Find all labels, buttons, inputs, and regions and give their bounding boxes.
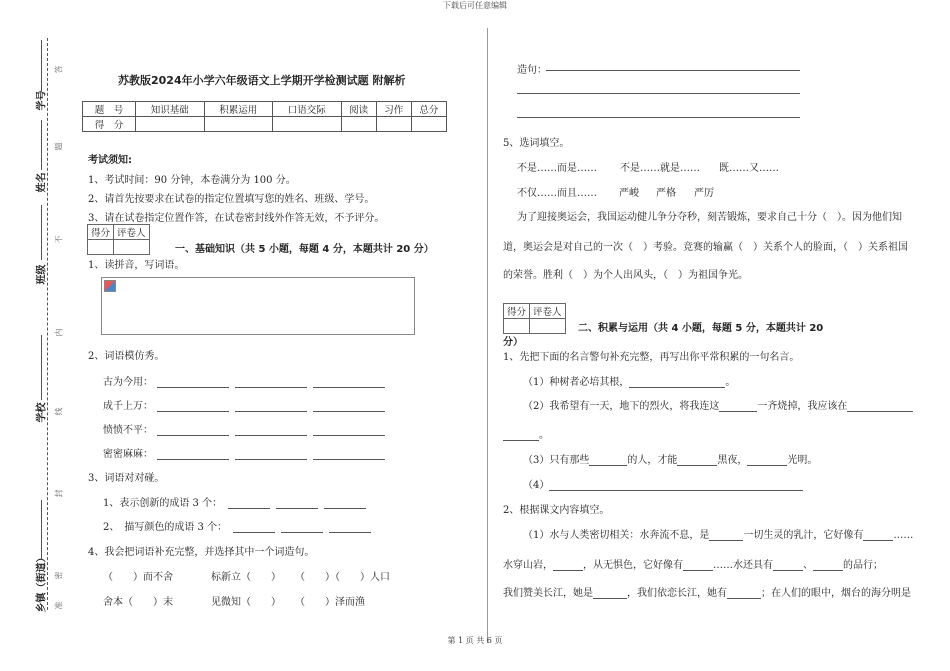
fold-mark: 答 [54, 65, 64, 74]
answer-blank[interactable] [281, 532, 323, 533]
grader-box [503, 303, 566, 334]
idiom-fill[interactable]: 舍本（ ）末 [103, 597, 173, 608]
section2-title: 二、积累与运用（共 4 小题，每题 5 分，本题共计 20 [578, 323, 824, 334]
page-title: 苏教版2024年小学六年级语文上学期开学检测试题 附解析 [118, 74, 406, 87]
answer-blank[interactable] [157, 459, 229, 460]
fill-text: ，我们依恋长江，她有 [627, 588, 727, 599]
quote-prompt: （4） [523, 480, 550, 491]
answer-blank[interactable] [677, 465, 717, 466]
page-number: 第 1 页 共 6 页 [447, 636, 503, 645]
word-option: 既……又…… [719, 163, 779, 174]
column-divider [487, 28, 488, 643]
answer-blank[interactable] [313, 411, 385, 412]
score-header-cell: 口语交际 [273, 102, 342, 117]
answer-blank[interactable] [313, 387, 385, 388]
answer-blank[interactable] [329, 532, 371, 533]
answer-blank[interactable] [235, 435, 307, 436]
mimic-label: 密密麻麻： [103, 449, 153, 460]
fill-text: 的品行； [843, 560, 883, 571]
instruction-item: 1、考试时间：90 分钟，本卷满分为 100 分。 [88, 175, 296, 186]
score-cell[interactable] [376, 117, 411, 132]
score-cell[interactable] [273, 117, 342, 132]
quote-prompt: 一齐烧掉，我应该在 [757, 401, 848, 412]
answer-blank[interactable] [683, 570, 713, 571]
section2-title-cont: 分） [503, 337, 523, 348]
score-header-cell: 知识基础 [136, 102, 205, 117]
paragraph-line: 道，奥运会是对自己的一次（ ）考验。竞赛的输赢（ ）关系个人的脸面，（ ）关系祖国 [503, 242, 908, 253]
fold-mark: 不 [54, 235, 64, 244]
paragraph-line: 为了迎接奥运会，我国运动健儿争分夺秒，刻苦锻炼，要求自己十分（ ）。因为他们知 [517, 212, 902, 223]
grader-cell[interactable] [114, 240, 150, 255]
grader-score-label: 得分 [504, 304, 530, 319]
answer-blank[interactable] [549, 490, 803, 491]
question-1: 1、读拼音，写词语。 [88, 260, 185, 271]
question-4: 4、我会把词语补充完整，并选择其中一个词造句。 [88, 547, 315, 558]
answer-blank[interactable] [553, 570, 583, 571]
word-option: 严厉 [694, 188, 714, 199]
score-cell[interactable] [341, 117, 376, 132]
answer-blank[interactable] [727, 598, 761, 599]
answer-blank[interactable] [157, 387, 229, 388]
question-5: 5、选词填空。 [503, 138, 570, 149]
answer-blank[interactable] [313, 459, 385, 460]
answer-blank[interactable] [589, 465, 627, 466]
question-3: 3、词语对对碰。 [88, 473, 165, 484]
grader-box [87, 224, 150, 255]
idiom-prompt: 2、 描写颜色的成语 3 个： [103, 522, 228, 533]
grader-score-label: 得分 [88, 225, 114, 240]
answer-blank[interactable] [276, 508, 318, 509]
answer-blank[interactable] [233, 532, 275, 533]
fill-text: 我们赞美长江，她是 [503, 588, 593, 599]
answer-blank[interactable] [629, 387, 725, 388]
fold-mark: 准 [54, 601, 64, 610]
answer-blank[interactable] [813, 570, 843, 571]
broken-image-icon [104, 280, 116, 292]
paragraph-line: 的荣誉。胜利（ ）为个人出风头，（ ）为祖国争光。 [503, 270, 748, 281]
field-line-id[interactable] [41, 40, 43, 92]
sentence-line[interactable] [546, 70, 800, 71]
fill-text: 一切生灵的乳汁，它好像有 [743, 530, 864, 541]
score-header-cell: 积累运用 [204, 102, 273, 117]
mimic-label: 成千上万： [103, 401, 153, 412]
quote-prompt: （3）只有那些 [523, 455, 590, 466]
fill-text: ，从无惧色，它好像有 [583, 560, 683, 571]
field-line-school[interactable] [41, 335, 43, 400]
score-header-cell: 题 号 [83, 102, 136, 117]
fold-mark: 题 [54, 142, 64, 151]
binding-line [47, 38, 48, 610]
answer-blank[interactable] [503, 440, 539, 441]
pinyin-image-box [101, 277, 415, 335]
score-table [82, 101, 447, 132]
fold-mark: 内 [54, 328, 64, 337]
grader-label: 评卷人 [114, 225, 150, 240]
sentence-line[interactable] [517, 117, 800, 118]
answer-blank[interactable] [313, 435, 385, 436]
score-cell[interactable] [136, 117, 205, 132]
label-school: 学校 [36, 402, 48, 423]
fill-text: （1）水与人类密切相关：水奔流不息，是 [523, 530, 710, 541]
word-option: 不是……而是…… [517, 163, 597, 174]
answer-blank[interactable] [235, 387, 307, 388]
score-header-cell: 总分 [411, 102, 446, 117]
fill-text: 水穿山岩， [503, 560, 553, 571]
answer-blank[interactable] [747, 465, 787, 466]
instruction-item: 2、请首先按要求在试卷的指定位置填写您的姓名、班级、学号。 [88, 194, 375, 205]
idiom-prompt: 1、表示创新的成语 3 个： [103, 498, 223, 509]
field-line-class[interactable] [41, 205, 43, 260]
word-option: 不是……就是…… [620, 163, 700, 174]
mimic-label: 古为今用： [103, 377, 153, 388]
quote-prompt: 光明。 [787, 455, 818, 466]
grader-score-cell[interactable] [504, 319, 530, 334]
answer-blank[interactable] [593, 598, 627, 599]
answer-blank[interactable] [863, 540, 893, 541]
word-option: 严格 [656, 188, 676, 199]
fill-text: ……水还具有 [713, 560, 773, 571]
grader-score-cell[interactable] [88, 240, 114, 255]
s2-question-1: 1、先把下面的名言警句补充完整，再写出你平常积累的一句名言。 [503, 352, 800, 363]
answer-blank[interactable] [228, 508, 270, 509]
score-header-cell: 习作 [376, 102, 411, 117]
s2-question-2: 2、根据课文内容填空。 [503, 505, 610, 516]
quote-prompt: （1）种树者必培其根， [523, 377, 630, 388]
grader-label: 评卷人 [530, 304, 566, 319]
grader-cell[interactable] [530, 319, 566, 334]
mimic-label: 愤愤不平： [103, 425, 153, 436]
top-note: 下载后可任意编辑 [443, 1, 507, 10]
idiom-fill[interactable]: 见微知（ ） [211, 597, 281, 608]
instruction-item: 3、请在试卷指定位置作答，在试卷密封线外作答无效，不予评分。 [88, 213, 385, 224]
idiom-fill[interactable]: 标新立（ ） [211, 572, 281, 583]
quote-prompt: 黑夜， [717, 455, 748, 466]
answer-blank[interactable] [847, 411, 913, 412]
answer-blank[interactable] [157, 411, 229, 412]
fold-mark: 封 [54, 489, 64, 498]
answer-blank[interactable] [235, 459, 307, 460]
section1-title: 一、基础知识（共 5 小题，每题 4 分，本题共计 20 分） [175, 244, 434, 255]
idiom-fill[interactable]: （ ）泽而渔 [295, 597, 365, 608]
sentence-line[interactable] [517, 93, 800, 94]
idiom-fill[interactable]: （ ）而不舍 [103, 572, 173, 583]
instructions-heading: 考试须知: [88, 155, 132, 166]
question-2: 2、词语模仿秀。 [88, 351, 165, 362]
score-cell[interactable] [411, 117, 446, 132]
fold-mark: 密 [54, 571, 64, 580]
answer-blank[interactable] [719, 411, 757, 412]
answer-blank[interactable] [324, 508, 366, 509]
word-option: 严峻 [619, 188, 639, 199]
field-line-town[interactable] [41, 500, 43, 560]
quote-prompt: 的人，才能 [627, 455, 678, 466]
answer-blank[interactable] [709, 540, 743, 541]
word-option: 不仅……而且…… [517, 188, 597, 199]
label-class: 班级 [36, 264, 48, 285]
answer-blank[interactable] [157, 435, 229, 436]
field-line-name[interactable] [41, 120, 43, 170]
idiom-fill[interactable]: （ ）（ ）人口 [295, 572, 390, 583]
answer-blank[interactable] [773, 570, 803, 571]
score-row-label: 得 分 [83, 117, 136, 132]
sentence-label: 造句： [517, 65, 547, 76]
label-town: 乡镇（街道） [36, 552, 48, 613]
score-cell[interactable] [204, 117, 273, 132]
label-student-id: 学号 [36, 90, 48, 111]
fold-mark: 线 [54, 407, 64, 416]
quote-prompt: （2）我希望有一天，地下的烈火，将我连这 [523, 401, 720, 412]
fill-text: ；在人们的眼中，烟台的海分明是 [761, 588, 911, 599]
answer-blank[interactable] [235, 411, 307, 412]
label-name: 姓名 [36, 172, 48, 193]
score-header-cell: 阅读 [341, 102, 376, 117]
